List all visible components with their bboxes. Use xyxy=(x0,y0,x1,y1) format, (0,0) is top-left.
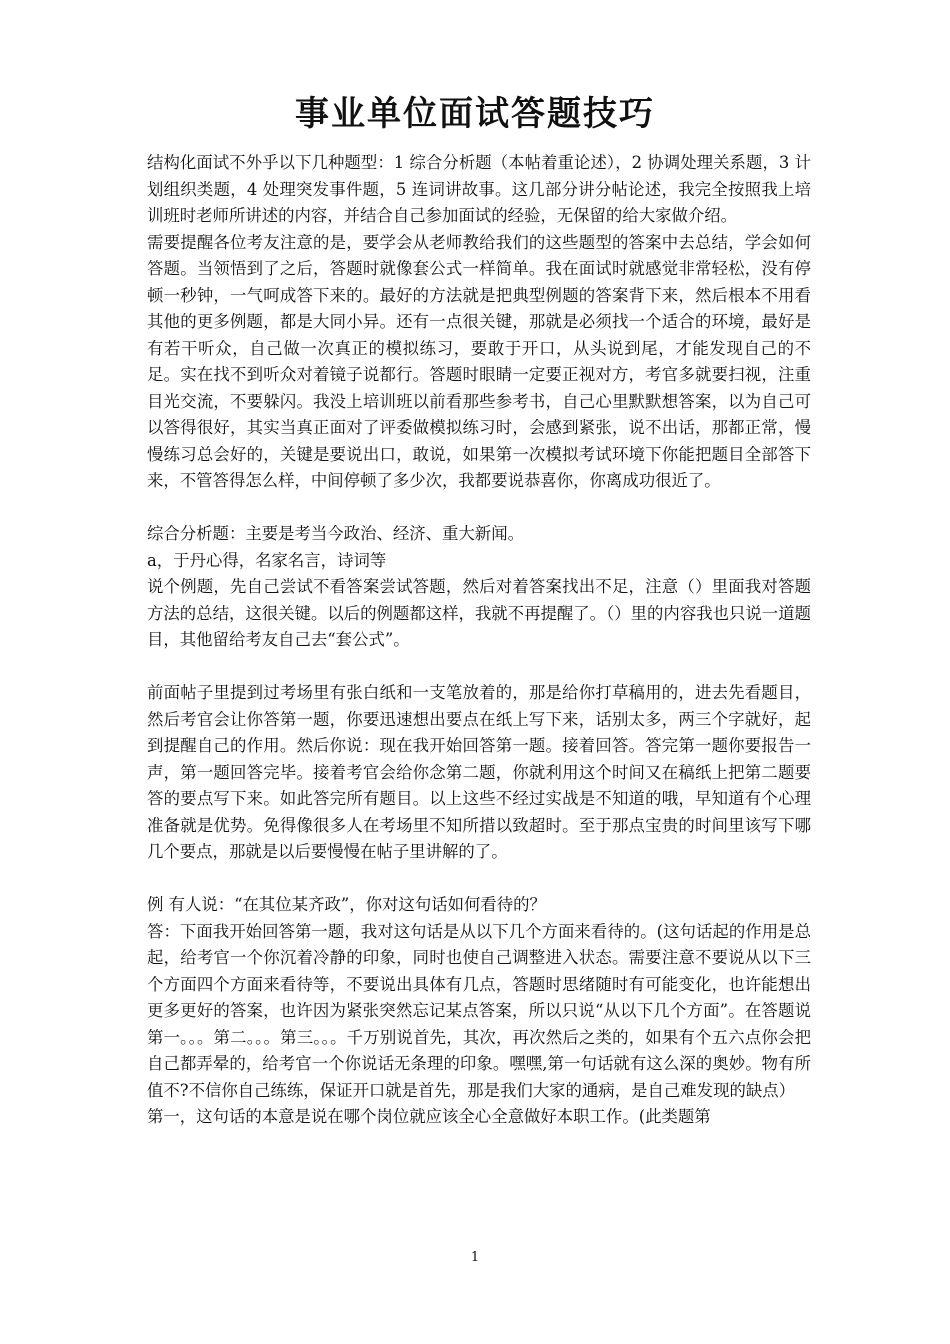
paragraph-example-question: 例 有人说：“在其位某齐政”，你对这句话如何看待的？ xyxy=(147,895,546,914)
paragraph-spacer xyxy=(147,495,811,522)
paragraph-analysis-subtype: a，于丹心得，名家名言，诗词等 xyxy=(147,550,387,570)
page-number: 1 xyxy=(470,1250,480,1265)
document-title: 事业单位面试答题技巧 xyxy=(295,94,655,134)
paragraph-exam-room: 前面帖子里提到过考场里有张白纸和一支笔放着的，那是给你打草稿用的，进去先看题目，然后考官会让你答第一题，你要迅速想出要点在纸上写下来，话别太多，两三个字就好，起到提醒自己的作用。然后你说：现在我开始回答第一题。接着回答。答完第一题你要报告一声，第一题回答完毕。接着考官会给你念第二题，你就利用这个时间又在稿纸上把第二题要答的要点写下来。如此答完所有题目。以上这些不经过实战是不知道的哦，早知道有个心理准备就是优势。免得像很多人在考场里不知所措以致超时。至于那点宝贵的时间里该写下哪几个要点，那就是以后要慢慢在帖子里讲解的了。 xyxy=(147,683,811,861)
document-body xyxy=(147,150,811,1131)
paragraph-spacer xyxy=(147,654,811,681)
paragraph-reminder: 需要提醒各位考友注意的是，要学会从老师教给我们的这些题型的答案中去总结，学会如何答题。当领悟到了之后，答题时就像套公式一样简单。我在面试时就感觉非常轻松，没有停顿一秒钟，一气呵成答下来的。最好的方法就是把典型例题的答案背下来，然后根本不用看其他的更多例题，都是大同小异。还有一点很关键，那就是必须找一个适合的环境，最好是有若干听众，自己做一次真正的模拟练习，要敢于开口，从头说到尾，才能发现自己的不足。实在找不到听众对着镜子说都行。答题时眼睛一定要正视对方，考官多就要扫视，注重目光交流，不要躲闪。我没上培训班以前看那些参考书，自己心里默默想答案，以为自己可以答得很好，其实当真正面对了评委做模拟练习时，会感到紧张，说不出话，那都正常，慢慢练习总会好的，关键是要说出口，敢说，如果第一次模拟考试环境下你能把题目全部答下来，不管答得怎么样，中间停顿了多少次，我都要说恭喜你，你离成功很近了。 xyxy=(147,232,811,490)
paragraph-spacer xyxy=(147,866,811,893)
paragraph-answer-point-one: 第一，这句话的本意是说在哪个岗位就应该全心全意做好本职工作。(此类题第 xyxy=(147,1107,711,1126)
paragraph-example-answer: 答：下面我开始回答第一题，我对这句话是从以下几个方面来看待的。(这句话起的作用是总起，给考官一个你沉着冷静的印象，同时也使自己调整进入状态。需要注意不要说从以下三个方面四个方面来看待等，不要说出具体有几点，答题时思绪随时有可能变化，也许能想出更多更好的答案，也许因为紧张突然忘记某点答案，所以只说“从以下几个方面”。在答题说第一。。。第二。。。第三。。。千万别说首先，其次，再次然后之类的，如果有个五六点你会把自己都弄晕的，给考官一个你说话无条理的印象。嘿嘿,第一句话就有这么深的奥妙。物有所值不?不信你自己练练，保证开口就是首先，那是我们大家的通病，是自己难发现的缺点） xyxy=(147,921,811,1100)
paragraph-question-types: 结构化面试不外乎以下几种题型：1 综合分析题（本帖着重论述），2 协调处理关系题，3 计划组织类题，4 处理突发事件题，5 连词讲故事。这几部分讲分帖论述，我完全按照我上培训班时老师所讲述的内容，并结合自己参加面试的经验，无保留的给大家做介绍。 xyxy=(147,153,811,225)
paragraph-example-intro: 说个例题，先自己尝试不看答案尝试答题，然后对着答案找出不足，注意（）里面我对答题方法的总结，这很关键。以后的例题都这样，我就不再提醒了。（）里的内容我也只说一道题目，其他留给考友自己去“套公式”。 xyxy=(147,577,811,649)
paragraph-analysis-heading: 综合分析题：主要是考当今政治、经济、重大新闻。 xyxy=(147,524,524,543)
